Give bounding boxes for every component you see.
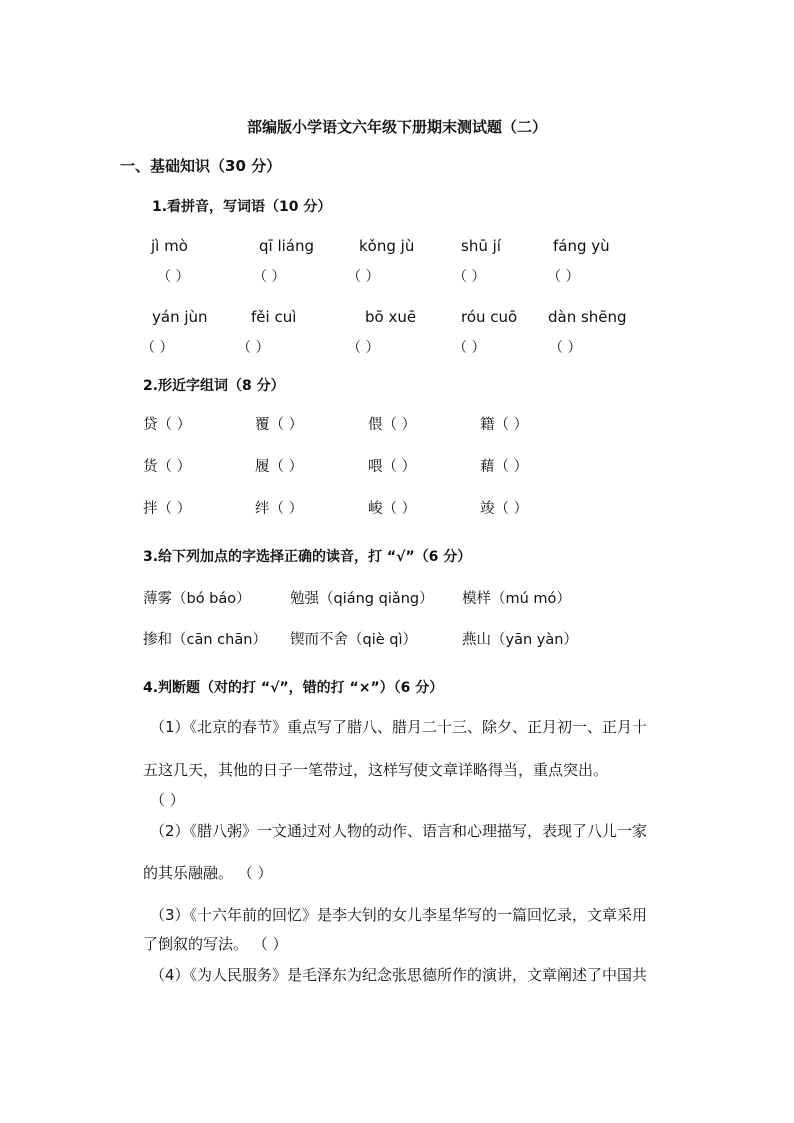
word-item[interactable]: 货（ ） [143,459,192,475]
answer-blank[interactable]: （ ） [237,340,270,356]
pinyin-item: fáng yù [553,237,610,255]
pronunciation-item[interactable]: 燕山（yān yàn） [462,632,578,648]
pronunciation-item[interactable]: 模样（mú mó） [462,591,571,607]
question-1-heading: 1.看拼音，写词语（10 分） [152,199,332,215]
answer-blank[interactable]: （ ） [549,340,582,356]
judgment-item-line: （4）《为人民服务》是毛泽东为纪念张思德所作的演讲，文章阐述了中国共 [150,966,648,984]
pinyin-item: qī liáng [259,237,315,255]
word-item[interactable]: 偎（ ） [368,417,417,433]
judgment-item-line: 五这几天，其他的日子一笔带过，这样写使文章详略得当，重点突出。 [143,761,609,779]
judgment-item-line: 了倒叙的写法。 （ ） [143,935,288,953]
word-item[interactable]: 贷（ ） [143,417,192,433]
question-2-heading: 2.形近字组词（8 分） [143,378,285,394]
question-4-heading: 4.判断题（对的打 “√”，错的打 “×”）（6 分） [143,680,444,696]
word-item[interactable]: 藉（ ） [480,459,529,475]
judgment-answer-blank[interactable]: （ ） [150,791,185,809]
word-item[interactable]: 籍（ ） [480,417,529,433]
answer-blank[interactable]: （ ） [347,269,380,285]
pinyin-item: bō xuē [365,308,417,326]
pronunciation-item[interactable]: 掺和（cān chān） [143,632,267,648]
page-title: 部编版小学语文六年级下册期末测试题（二） [246,118,547,136]
answer-blank[interactable]: （ ） [453,269,486,285]
pinyin-item: róu cuō [461,308,518,326]
word-item[interactable]: 拌（ ） [143,501,192,517]
word-item[interactable]: 峻（ ） [368,501,417,517]
word-item[interactable]: 绊（ ） [255,501,304,517]
pinyin-item: fěi cuì [251,308,297,326]
word-item[interactable]: 履（ ） [255,459,304,475]
answer-blank[interactable]: （ ） [347,340,380,356]
pinyin-item: dàn shēng [548,308,627,326]
answer-blank[interactable]: （ ） [141,340,174,356]
judgment-item-line: 的其乐融融。 （ ） [143,864,273,882]
pinyin-item: kǒng jù [359,237,415,255]
pronunciation-item[interactable]: 勉强（qiáng qiǎng） [290,591,434,607]
judgment-item-line: （1）《北京的春节》重点写了腊八、腊月二十三、除夕、正月初一、正月十 [150,718,648,736]
pinyin-item: jì mò [151,237,188,255]
pinyin-item: shū jí [461,237,501,255]
judgment-item-line: （2）《腊八粥》一文通过对人物的动作、语言和心理描写，表现了八儿一家 [150,822,648,840]
question-3-heading: 3.给下列加点的字选择正确的读音，打 “√”（6 分） [143,549,472,565]
word-item[interactable]: 覆（ ） [255,417,304,433]
word-item[interactable]: 喂（ ） [368,459,417,475]
pinyin-item: yán jùn [152,308,208,326]
pronunciation-item[interactable]: 锲而不舍（qiè qì） [290,632,417,648]
answer-blank[interactable]: （ ） [157,269,190,285]
word-item[interactable]: 竣（ ） [480,501,529,517]
answer-blank[interactable]: （ ） [253,269,286,285]
answer-blank[interactable]: （ ） [547,269,580,285]
pronunciation-item[interactable]: 薄雾（bó báo） [143,591,251,607]
section-heading: 一、基础知识（30 分） [120,157,282,175]
judgment-item-line: （3）《十六年前的回忆》是李大钊的女儿李星华写的一篇回忆录，文章采用 [150,906,648,924]
answer-blank[interactable]: （ ） [453,340,486,356]
